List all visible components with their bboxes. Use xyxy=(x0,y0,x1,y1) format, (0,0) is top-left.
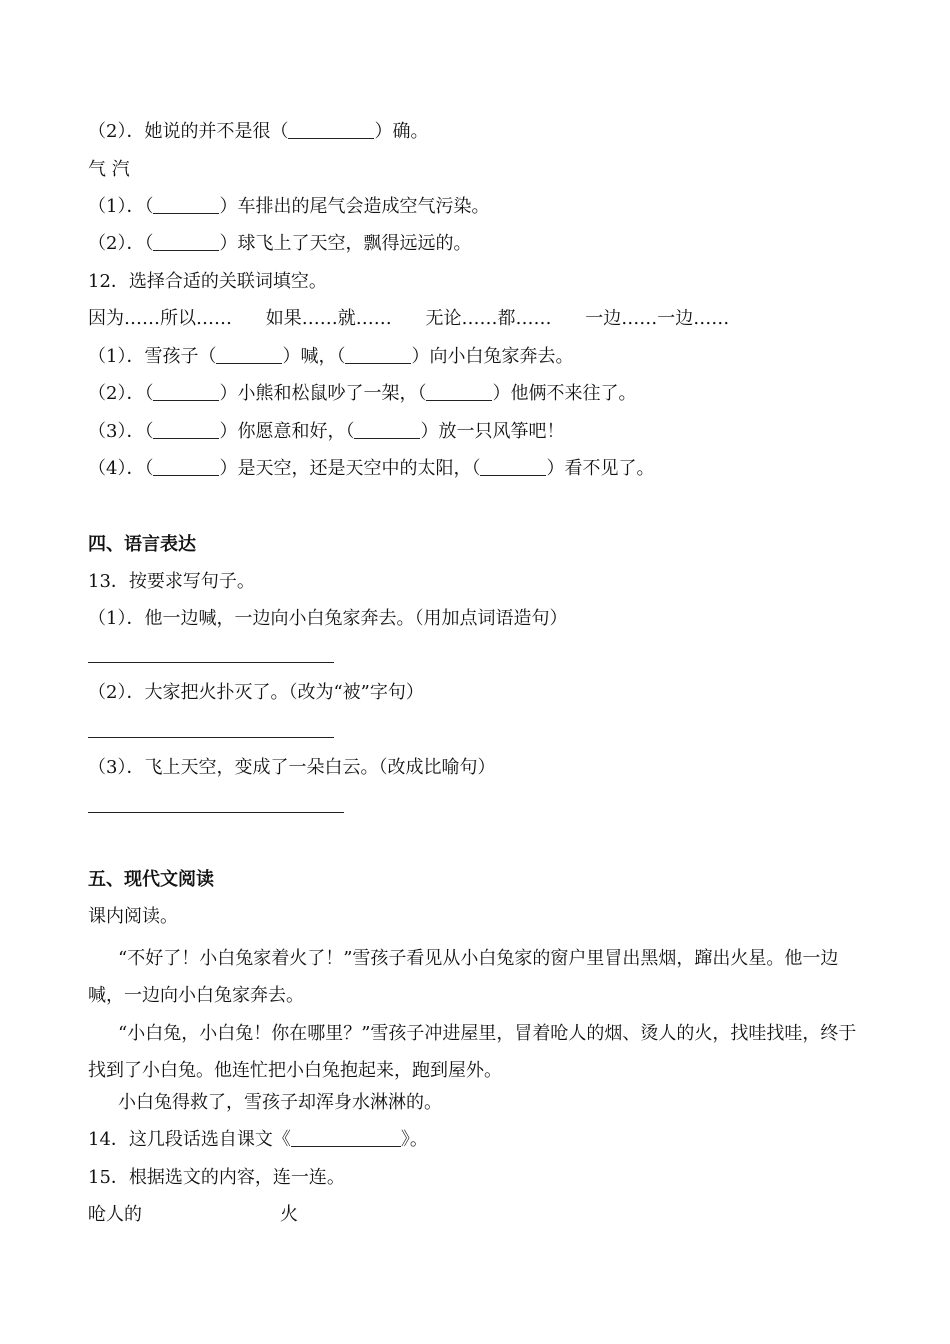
option-2: 如果……就…… xyxy=(265,308,392,329)
q11-item-2: （2）．她说的并不是很（ ）确。 xyxy=(88,121,429,142)
answer-blank[interactable] xyxy=(216,345,282,364)
match-row xyxy=(88,1202,298,1228)
answer-blank[interactable] xyxy=(153,382,219,401)
q12-options xyxy=(88,306,729,332)
answer-line[interactable] xyxy=(88,737,334,738)
q12-item-2: （2）．（ ）小熊和松鼠吵了一架，（ ）他俩不来往了。 xyxy=(88,383,637,404)
q12-item-3: （3）．（ ）你愿意和好，（ ）放一只风筝吧！ xyxy=(88,421,565,442)
answer-blank[interactable] xyxy=(480,457,546,476)
q13-sub-1: （1）．他一边喊，一边向小白兔家奔去。（用加点词语造句） xyxy=(88,608,568,629)
answer-blank[interactable] xyxy=(153,232,219,251)
section-5-heading: 五、现代文阅读 xyxy=(88,869,214,890)
q12-title: 12．选择合适的关联词填空。 xyxy=(88,271,327,292)
answer-blank[interactable] xyxy=(345,345,411,364)
answer-blank[interactable] xyxy=(354,420,420,439)
option-3: 无论……都…… xyxy=(425,308,552,329)
word-pair: 气 汽 xyxy=(88,159,130,180)
q14: 14．这几段话选自课文《 》。 xyxy=(88,1129,428,1150)
passage-paragraph-3: 小白兔得救了，雪孩子却浑身水淋淋的。 xyxy=(118,1092,442,1113)
q15: 15．根据选文的内容，连一连。 xyxy=(88,1167,345,1188)
q13-sub-2: （2）．大家把火扑灭了。（改为“被”字句） xyxy=(88,682,424,703)
answer-blank[interactable] xyxy=(426,382,492,401)
passage-paragraph-1: “不好了！小白兔家着火了！”雪孩子看见从小白兔家的窗户里冒出黑烟，蹿出火星。他一边喊，一边向小白兔家奔去。 xyxy=(88,948,839,1006)
answer-blank[interactable] xyxy=(288,120,374,139)
q12-item-1: （1）．雪孩子（ ）喊，（ ）向小白兔家奔去。 xyxy=(88,346,574,367)
answer-blank[interactable] xyxy=(153,195,219,214)
option-1: 因为……所以…… xyxy=(88,308,232,329)
q13-sub-3: （3）．飞上天空，变成了一朵白云。（改成比喻句） xyxy=(88,757,496,778)
answer-blank[interactable] xyxy=(291,1128,401,1147)
option-4: 一边……一边…… xyxy=(585,308,730,329)
q13-title: 13．按要求写句子。 xyxy=(88,571,255,592)
reading-intro: 课内阅读。 xyxy=(88,906,178,927)
q11-sub-1: （1）．（ ）车排出的尾气会造成空气污染。 xyxy=(88,196,490,217)
answer-line[interactable] xyxy=(88,812,344,813)
answer-line[interactable] xyxy=(88,662,334,663)
q12-item-4: （4）．（ ）是天空，还是天空中的太阳，（ ）看不见了。 xyxy=(88,458,655,479)
answer-blank[interactable] xyxy=(153,457,219,476)
match-right[interactable]: 火 xyxy=(280,1204,298,1225)
answer-blank[interactable] xyxy=(153,420,219,439)
q11-sub-2: （2）．（ ）球飞上了天空，飘得远远的。 xyxy=(88,233,472,254)
section-4-heading: 四、语言表达 xyxy=(88,534,196,555)
match-left[interactable]: 呛人的 xyxy=(88,1204,142,1225)
passage-paragraph-2: “小白兔，小白兔！你在哪里？”雪孩子冲进屋里，冒着呛人的烟、烫人的火，找哇找哇，终于找到了小白兔。他连忙把小白兔抱起来，跑到屋外。 xyxy=(88,1023,857,1081)
